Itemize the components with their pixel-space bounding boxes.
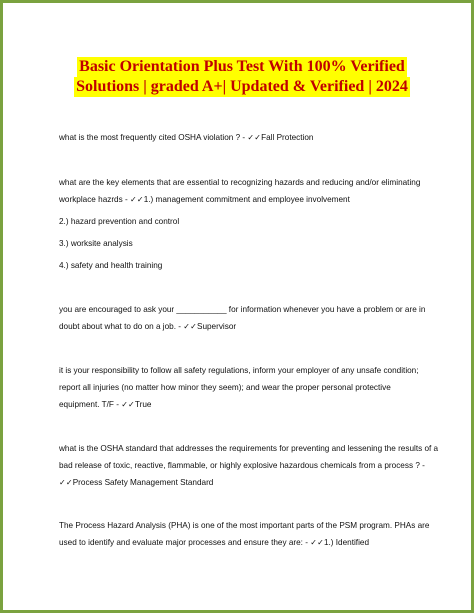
question-6-line-2: used to identify and evaluate major processes and ensure they are: - ✓✓1.) Identified xyxy=(59,538,370,547)
question-5-line-2: bad release of toxic, reactive, flammable, or highly explosive hazardous chemicals from a process ? - xyxy=(59,461,425,470)
question-1-line: what is the most frequently cited OSHA violation ? - ✓✓Fall Protection xyxy=(59,133,314,142)
question-4-line-3: equipment. T/F - ✓✓True xyxy=(59,400,152,409)
answer-2-item-3: 3.) worksite analysis xyxy=(59,239,133,248)
document-title xyxy=(61,57,423,97)
question-6-line-1: The Process Hazard Analysis (PHA) is one of the most important parts of the PSM program. PHAs are xyxy=(59,521,430,530)
question-3-line-1: you are encouraged to ask your ___________ for information whenever you have a problem or are in xyxy=(59,305,426,314)
answer-2-item-4: 4.) safety and health training xyxy=(59,261,163,270)
title-line-1: Basic Orientation Plus Test With 100% Verified xyxy=(79,58,405,75)
question-2-line-1: what are the key elements that are essential to recognizing hazards and reducing and/or eliminating xyxy=(59,178,421,187)
answer-2-item-2: 2.) hazard prevention and control xyxy=(59,217,180,226)
question-3-line-2: doubt about what to do on a job. - ✓✓Supervisor xyxy=(59,322,237,331)
question-5-line-3: ✓✓Process Safety Management Standard xyxy=(59,478,214,487)
question-2-line-2: workplace hazrds - ✓✓1.) management commitment and employee involvement xyxy=(59,195,350,204)
question-4-line-1: it is your responsibility to follow all safety regulations, inform your employer of any unsafe condition; xyxy=(59,366,419,375)
title-line-2: Solutions | graded A+| Updated & Verified | 2024 xyxy=(76,78,408,95)
question-4-line-2: report all injuries (no matter how minor they seem); and wear the proper personal protective xyxy=(59,383,391,392)
question-5-line-1: what is the OSHA standard that addresses the requirements for preventing and lessening the results of a xyxy=(59,444,439,453)
